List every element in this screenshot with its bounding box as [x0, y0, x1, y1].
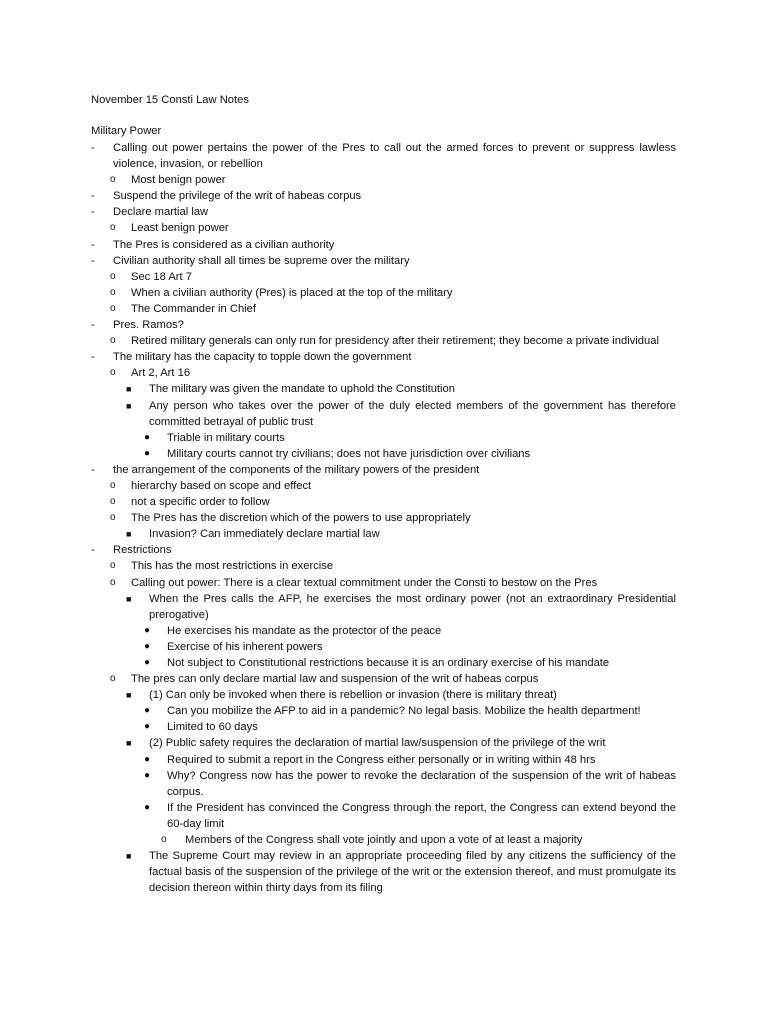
bullet-marker: ● [144, 705, 151, 717]
list-item-text: Any person who takes over the power of the duly elected members of the government has therefore committed betrayal of public trust [149, 399, 676, 428]
list-item-text: (1) Can only be invoked when there is rebellion or invasion (there is military threat) [149, 689, 557, 702]
list-item [0, 430, 768, 446]
list-item [0, 333, 768, 349]
list-item-text: Calling out power: There is a clear textual commitment under the Consti to bestow on the Pres [131, 576, 598, 589]
bullet-marker: - [91, 206, 95, 219]
list-item [0, 317, 768, 333]
list-item [0, 848, 768, 896]
bullet-marker: o [110, 174, 116, 186]
bullet-marker: ■ [126, 384, 132, 395]
list-item-text: Civilian authority shall all times be supreme over the military [113, 254, 410, 267]
bullet-marker: ■ [126, 593, 132, 604]
list-item [0, 446, 768, 462]
list-item-text: Least benign power [131, 222, 229, 235]
list-item-text: Art 2, Art 16 [131, 367, 191, 380]
list-item-text: The military was given the mandate to uphold the Constitution [149, 383, 455, 396]
list-item-text: Pres. Ramos? [113, 319, 184, 332]
bullet-marker: o [110, 576, 116, 588]
list-item [0, 253, 768, 269]
bullet-marker: ■ [126, 529, 132, 540]
bullet-marker: ● [144, 753, 151, 765]
list-item [0, 639, 768, 655]
bullet-marker: o [110, 496, 116, 508]
list-item [0, 655, 768, 671]
list-item [0, 752, 768, 768]
bullet-marker: - [91, 254, 95, 267]
bullet-marker: ● [144, 801, 151, 813]
list-item-text: When the Pres calls the AFP, he exercises the most ordinary power (not an extraordinary Presidential prerogative) [149, 592, 676, 621]
list-item-text: Suspend the privilege of the writ of habeas corpus [113, 190, 362, 203]
bullet-marker: - [91, 190, 95, 203]
list-item [0, 478, 768, 494]
bullet-marker: o [110, 560, 116, 572]
list-item [0, 800, 768, 832]
bullet-marker: - [91, 351, 95, 364]
list-item-text: Limited to 60 days [167, 721, 258, 734]
list-item [0, 703, 768, 719]
list-item [0, 188, 768, 204]
list-item-text: The pres can only declare martial law and suspension of the writ of habeas corpus [131, 673, 539, 686]
list-item-text: Invasion? Can immediately declare martial law [149, 528, 380, 541]
bullet-marker: o [110, 512, 116, 524]
list-item [0, 220, 768, 236]
page-title: November 15 Consti Law Notes [91, 94, 249, 106]
list-item [0, 381, 768, 397]
list-item-text: Required to submit a report in the Congress either personally or in writing within 48 hrs [167, 753, 596, 766]
list-item-text: The Supreme Court may review in an appropriate proceeding filed by any citizens the sufficiency of the factual basis of the suspension of the privilege of the writ or the extension thereof, and must promulgate its decision thereon within thirty days from its filing [149, 850, 676, 895]
list-item-text: Why? Congress now has the power to revoke the declaration of the suspension of the writ of habeas corpus. [167, 769, 676, 798]
list-item [0, 285, 768, 301]
list-item-text: Declare martial law [113, 206, 209, 219]
list-item [0, 623, 768, 639]
list-item [0, 526, 768, 542]
list-item-text: Not subject to Constitutional restrictions because it is an ordinary exercise of his mandate [167, 657, 610, 669]
section-heading: Military Power [91, 125, 162, 137]
list-item-text: The military has the capacity to topple down the government [113, 351, 412, 364]
list-item-text: Calling out power pertains the power of the Pres to call out the armed forces to prevent or suppress lawless violence, invasion, or rebellion [113, 142, 676, 171]
list-item [0, 687, 768, 703]
list-item [0, 237, 768, 253]
list-item [0, 510, 768, 526]
list-item [0, 398, 768, 430]
bullet-marker: - [91, 319, 95, 332]
list-item-text: Can you mobilize the AFP to aid in a pandemic? No legal basis. Mobilize the health department! [167, 705, 641, 718]
bullet-marker: ● [144, 640, 151, 652]
list-item-text: The Pres is considered as a civilian authority [113, 238, 335, 251]
list-item-text: Sec 18 Art 7 [131, 270, 192, 283]
bullet-marker: o [110, 673, 116, 685]
bullet-marker: o [110, 367, 116, 379]
list-item [0, 365, 768, 381]
list-item-text: The Pres has the discretion which of the powers to use appropriately [131, 512, 471, 525]
list-item [0, 462, 768, 478]
bullet-marker: - [91, 544, 95, 557]
list-item-text: Restrictions [113, 544, 172, 557]
list-item [0, 558, 768, 574]
list-item-text: (2) Public safety requires the declaration of martial law/suspension of the privilege of the writ [149, 737, 606, 750]
list-item [0, 768, 768, 800]
bullet-marker: ● [144, 721, 151, 733]
list-item-text: Retired military generals can only run for presidency after their retirement; they become a private individual [131, 335, 659, 348]
bullet-marker: o [161, 834, 167, 846]
list-item-text: Members of the Congress shall vote jointly and upon a vote of at least a majority [185, 834, 583, 847]
list-item [0, 172, 768, 188]
bullet-marker: o [110, 270, 116, 282]
bullet-marker: ● [144, 769, 151, 781]
list-item [0, 575, 768, 591]
list-item [0, 140, 768, 172]
list-item [0, 269, 768, 285]
bullet-marker: - [91, 238, 95, 251]
bullet-marker: o [110, 302, 116, 314]
bullet-marker: o [110, 286, 116, 298]
list-item [0, 494, 768, 510]
bullet-marker: o [110, 479, 116, 491]
list-item [0, 671, 768, 687]
bullet-marker: - [91, 463, 95, 476]
list-item-text: hierarchy based on scope and effect [131, 479, 312, 492]
list-item-text: The Commander in Chief [131, 302, 256, 315]
list-item [0, 832, 768, 848]
bullet-marker: o [110, 222, 116, 234]
list-item [0, 542, 768, 558]
list-item-text: Military courts cannot try civilians; does not have jurisdiction over civilians [167, 447, 531, 460]
list-item-text: not a specific order to follow [131, 496, 270, 509]
list-item-text: Triable in military courts [167, 431, 285, 444]
bullet-marker: ■ [126, 400, 132, 411]
list-item-text: Most benign power [131, 174, 226, 187]
list-item [0, 735, 768, 751]
list-item-text: This has the most restrictions in exercise [131, 560, 334, 573]
bullet-marker: ■ [126, 851, 132, 862]
list-item [0, 349, 768, 365]
list-item [0, 301, 768, 317]
bullet-marker: ■ [126, 738, 132, 749]
list-item-text: He exercises his mandate as the protector of the peace [167, 624, 442, 637]
list-item [0, 204, 768, 220]
bullet-marker: o [110, 335, 116, 347]
bullet-marker: ● [144, 447, 151, 459]
list-item-text: When a civilian authority (Pres) is placed at the top of the military [131, 286, 453, 299]
notes-list [0, 140, 768, 896]
list-item-text: Exercise of his inherent powers [167, 640, 323, 653]
bullet-marker: ● [144, 624, 151, 636]
bullet-marker: ■ [126, 690, 132, 701]
bullet-marker: ● [144, 657, 151, 668]
list-item-text: the arrangement of the components of the military powers of the president [113, 463, 480, 476]
list-item-text: If the President has convinced the Congress through the report, the Congress can extend beyond the 60-day limit [167, 801, 676, 830]
bullet-marker: ● [144, 431, 151, 443]
list-item [0, 591, 768, 623]
bullet-marker: - [91, 142, 95, 154]
list-item [0, 719, 768, 735]
